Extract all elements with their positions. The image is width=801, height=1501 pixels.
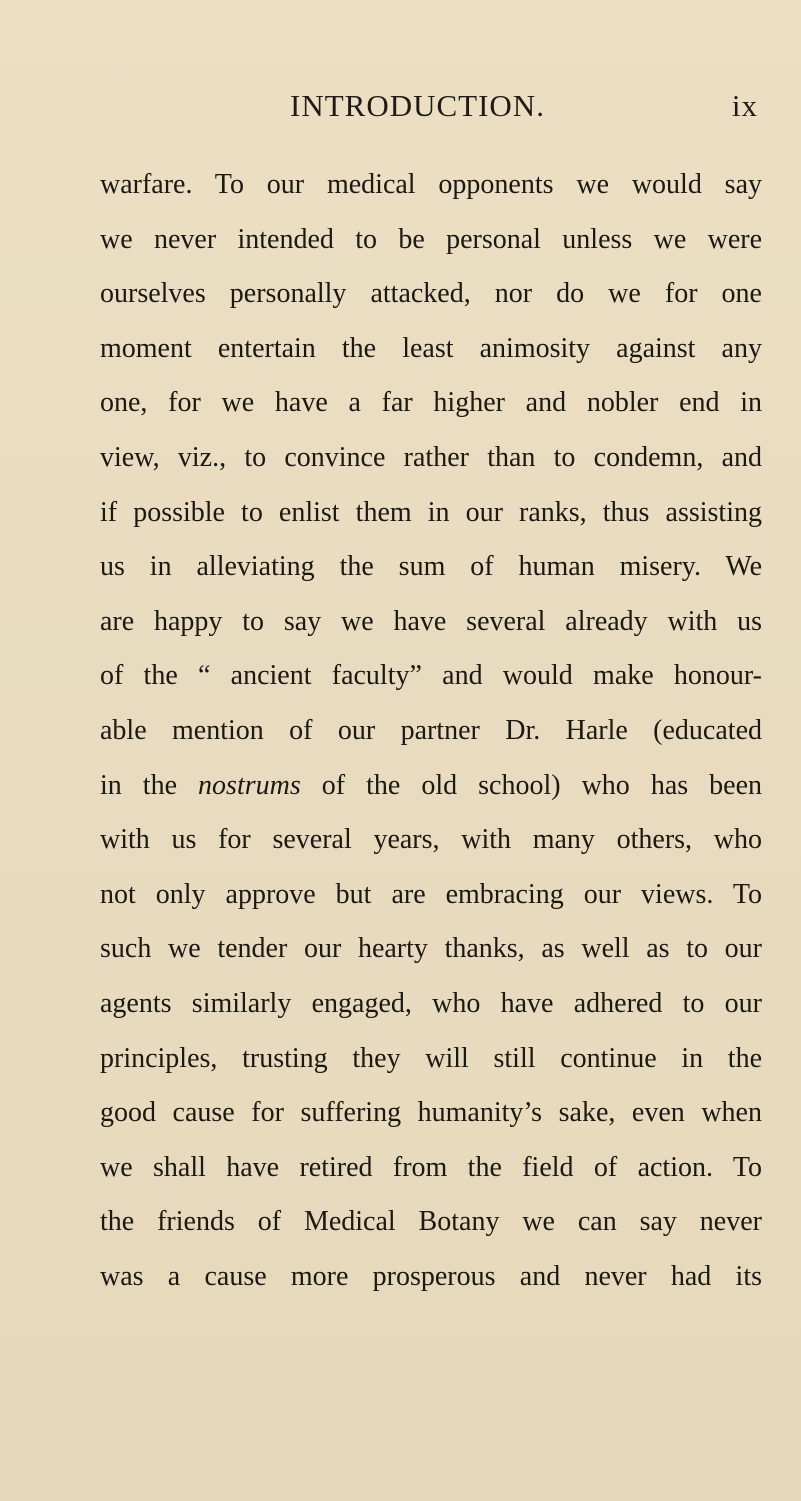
- text-line: moment entertain the least animosity against any: [100, 332, 762, 364]
- text-line: we shall have retired from the field of action. To: [100, 1151, 762, 1183]
- text-line: the friends of Medical Botany we can say never: [100, 1206, 762, 1238]
- italic-word: nostrums: [198, 769, 301, 801]
- text-line: warfare. To our medical opponents we would say: [100, 169, 762, 200]
- text-line: agents similarly engaged, who have adhered to our: [100, 987, 762, 1019]
- text-line: one, for we have a far higher and nobler end in: [100, 387, 762, 419]
- text-line: good cause for suffering humanity’s sake, even when: [100, 1097, 762, 1129]
- text-line: if possible to enlist them in our ranks, thus assisting: [100, 496, 762, 528]
- text-line-with-italic: [100, 759, 762, 814]
- text-line: we never intended to be personal unless we were: [100, 223, 762, 255]
- text-line: with us for several years, with many others, who: [100, 824, 762, 856]
- line-segment: of the old school) who has been: [321, 769, 762, 801]
- text-line: principles, trusting they will still continue in the: [100, 1042, 762, 1074]
- body-text: [100, 158, 762, 1304]
- text-line: not only approve but are embracing our views. To: [100, 878, 762, 910]
- text-line: able mention of our partner Dr. Harle (educated: [100, 714, 762, 746]
- text-line: was a cause more prosperous and never had its: [100, 1260, 762, 1292]
- text-line: such we tender our hearty thanks, as well as to our: [100, 933, 762, 965]
- chapter-title: INTRODUCTION.: [290, 88, 545, 123]
- text-line: us in alleviating the sum of human misery. We: [100, 551, 762, 583]
- text-line: of the “ ancient faculty” and would make honour-: [100, 660, 762, 692]
- text-line: are happy to say we have several already with us: [100, 605, 762, 637]
- page-number: ix: [731, 88, 758, 123]
- running-head: [0, 88, 801, 128]
- line-segment: in the: [100, 769, 178, 801]
- text-line: ourselves personally attacked, nor do we for one: [100, 278, 762, 310]
- text-line: view, viz., to convince rather than to condemn, and: [100, 441, 762, 473]
